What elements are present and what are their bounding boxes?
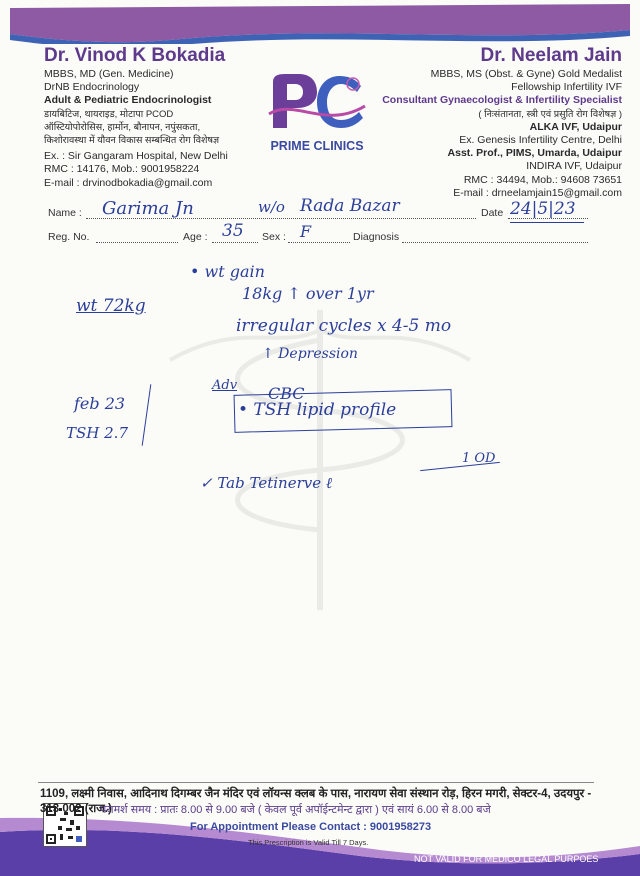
hw-tsh-lipid: • TSH lipid profile bbox=[238, 400, 397, 420]
right-doctor-alka: ALKA IVF, Udaipur bbox=[529, 120, 622, 133]
not-valid-notice: NOT VALID FOR MEDICO LEGAL PURPOES bbox=[414, 854, 599, 864]
hw-weight: wt 72kg bbox=[76, 296, 146, 316]
left-doctor-email: E-mail : drvinodbokadia@gmail.com bbox=[44, 176, 213, 189]
hw-line2: 18kg ↑ over 1yr bbox=[242, 284, 374, 303]
right-doctor-hindi: ( निःसंतानता, स्त्री एवं प्रसुति रोग विशेषज्ञ ) bbox=[478, 108, 622, 120]
consultation-timing: परामर्श समय : प्रातः 8.00 से 9.00 बजे ( केवल पूर्व अपॉईन्टमेन्ट द्वारा ) एवं सायं 6.00 से 8.00 बजे bbox=[100, 804, 491, 816]
hw-prescription: ✓ Tab Tetinerve ℓ bbox=[200, 474, 333, 492]
sex-label: Sex : bbox=[262, 231, 286, 243]
left-doctor-ex: Ex. : Sir Gangaram Hospital, New Delhi bbox=[44, 150, 228, 163]
hw-age: 35 bbox=[222, 221, 244, 241]
hw-dose: 1 OD bbox=[462, 451, 496, 466]
hw-line3: irregular cycles x 4-5 mo bbox=[236, 316, 452, 336]
prescription-validity: This Prescription is Valid Till 7 Days. bbox=[248, 838, 369, 847]
left-doctor-name: Dr. Vinod K Bokadia bbox=[44, 45, 226, 66]
age-line bbox=[212, 242, 258, 243]
left-doctor-qual2: DrNB Endocrinology bbox=[44, 81, 140, 94]
hw-wo: w/o bbox=[258, 198, 285, 216]
clinic-address: 1109, लक्ष्मी निवास, आदिनाथ दिगम्बर जैन मंदिर एवं लॉयन्स क्लब के पास, नारायण सेवा संस्थान रोड़, हिरन मगरी, सेक्टर-4, उदयपुर - 313 002 (राज.) bbox=[40, 788, 592, 815]
right-doctor-info bbox=[362, 44, 622, 200]
age-label: Age : bbox=[183, 231, 208, 243]
hw-date-underline bbox=[510, 222, 584, 223]
hw-advice: Adv bbox=[212, 378, 238, 393]
clinic-logo bbox=[262, 72, 372, 153]
reg-label: Reg. No. bbox=[48, 231, 90, 243]
left-doctor-hindi1: डायबिटिज, थायराइड, मोटापा PCOD bbox=[44, 108, 174, 120]
clinic-name: PRIME CLINICS bbox=[270, 139, 364, 153]
right-doctor-qual2: Fellowship Infertility IVF bbox=[511, 81, 622, 94]
hw-tsh-value: TSH 2.7 bbox=[66, 424, 128, 442]
right-doctor-asst: Asst. Prof., PIMS, Umarda, Udaipur bbox=[447, 147, 622, 160]
appointment-contact: For Appointment Please Contact : 9001958273 bbox=[190, 821, 432, 833]
hw-date: 24|5|23 bbox=[510, 199, 576, 219]
left-doctor-info bbox=[44, 44, 284, 190]
sex-line bbox=[288, 242, 350, 243]
hw-name: Garima Jn bbox=[102, 198, 194, 219]
hw-sex: F bbox=[300, 222, 312, 241]
logo-mark-icon bbox=[265, 72, 369, 132]
right-doctor-email: E-mail : drneelamjain15@gmail.com bbox=[453, 186, 622, 199]
hw-line4: ↑ Depression bbox=[262, 346, 358, 362]
date-label: Date bbox=[481, 207, 504, 219]
hw-cbc: CBC bbox=[268, 384, 305, 403]
left-doctor-hindi2: ऑस्टियोपोरोसिस, हार्मोन, बौनापन, नपुंसकता, bbox=[44, 121, 201, 133]
right-doctor-rmc: RMC : 34494, Mob.: 94608 73651 bbox=[463, 173, 622, 186]
right-doctor-ex: Ex. Genesis Infertility Centre, Delhi bbox=[459, 134, 622, 147]
right-doctor-specialty: Consultant Gynaecologist & Infertility Specialist bbox=[382, 94, 622, 107]
hw-feb: feb 23 bbox=[74, 394, 126, 413]
left-doctor-hindi3: किशोरावस्था में यौवन विकास सम्बन्धित रोग विशेषज्ञ bbox=[44, 135, 220, 147]
left-doctor-specialty: Adult & Pediatric Endocrinologist bbox=[44, 94, 212, 107]
hw-line1: • wt gain bbox=[190, 262, 265, 281]
hw-spouse: Rada Bazar bbox=[300, 196, 400, 216]
diagnosis-label: Diagnosis bbox=[353, 231, 400, 243]
left-doctor-rmc: RMC : 14176, Mob.: 9001958224 bbox=[44, 163, 200, 176]
right-doctor-indira: INDIRA IVF, Udaipur bbox=[526, 160, 622, 173]
right-doctor-name: Dr. Neelam Jain bbox=[480, 45, 622, 66]
name-label: Name : bbox=[48, 207, 82, 219]
left-doctor-qual1: MBBS, MD (Gen. Medicine) bbox=[44, 68, 174, 80]
reg-line bbox=[96, 242, 178, 243]
right-doctor-qual1: MBBS, MS (Obst. & Gyne) Gold Medalist bbox=[430, 68, 622, 80]
diagnosis-line bbox=[402, 242, 588, 243]
header-band bbox=[10, 0, 630, 44]
